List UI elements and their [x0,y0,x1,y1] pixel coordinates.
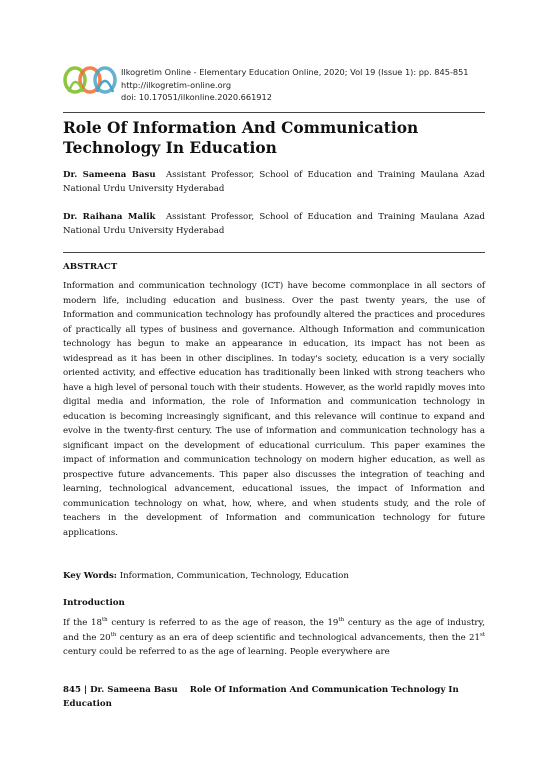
journal-logo-icon [63,64,117,100]
intro-text-run: century could be referred to as the age of learning. People everywhere are [63,647,390,657]
ordinal-suffix: st [479,631,485,638]
journal-info [121,66,469,104]
abstract-heading: ABSTRACT [63,262,118,272]
page-number: 845 [63,685,81,695]
journal-header [63,64,485,110]
author-affiliation: Assistant Professor, School of Education and Training Maulana Azad National Urdu University Hyderabad [63,170,485,194]
author-name: Dr. Raihana Malik [63,212,156,222]
footer-title: Role Of Information And Communication Technology In Education [63,685,459,709]
footer-separator: | [80,685,91,695]
abstract-divider [63,252,485,253]
author-entry-2 [63,210,485,238]
keywords-label: Key Words: [63,571,117,581]
intro-text-run: century as the age of industry, and the 20 [63,618,485,643]
journal-citation: Ilkogretim Online - Elementary Education Online, 2020; Vol 19 (Issue 1): pp. 845-851 [121,67,469,77]
journal-doi[interactable]: doi: 10.17051/ilkonline.2020.661912 [121,92,272,102]
header-divider [63,112,485,113]
introduction-text [63,616,485,660]
keywords-text: Information, Communication, Technology, Education [119,571,349,581]
author-affiliation: Assistant Professor, School of Education and Training Maulana Azad National Urdu University Hyderabad [63,212,485,236]
ordinal-suffix: th [101,617,108,624]
page-footer [63,683,485,711]
ordinal-suffix: th [110,631,117,638]
introduction-heading: Introduction [63,598,125,608]
keywords [63,571,485,581]
intro-text-run: century is referred to as the age of reason, the 19 [107,618,339,628]
ordinal-suffix: th [338,617,345,624]
author-name: Dr. Sameena Basu [63,170,156,180]
intro-text-run: If the 18 [63,618,102,628]
abstract-text: Information and communication technology (ICT) have become commonplace in all sectors of modern life, including education and business. Over the past twenty years, the use of Information and communication technology has profoundly altered the practices and procedures of practically all types of business and governance. Although Information and communication technology has begun to make an appearance in education, its impact has not been as widespread as it has been in other disciplines. In today's society, education is a very socially oriented activity, and effective education has traditionally been linked with strong teachers who have a high level of personal touch with their students. However, as the world rapidly moves into digital media and information, the role of Information and communication technology in education is becoming increasingly significant, and this relevance will continue to expand and evolve in the twenty-first century. The use of information and communication technology has a significant impact on the development of educational curriculum. This paper examines the impact of information and communication technology on modern higher education, as well as prospective future advancements. This paper also discusses the integration of teaching and learning, technological advancement, educational issues, the impact of Information and communication technology on what, how, where, and when students study, and the role of teachers in the development of Information and communication technology for future applications. [63,281,485,538]
footer-author: Dr. Sameena Basu [90,685,178,695]
paper-title: Role Of Information And Communication Technology In Education [63,119,419,157]
author-entry-1 [63,168,485,196]
journal-url[interactable]: http://ilkogretim-online.org [121,79,232,90]
intro-text-run: century as an era of deep scientific and technological advancements, then the 21 [116,632,480,643]
